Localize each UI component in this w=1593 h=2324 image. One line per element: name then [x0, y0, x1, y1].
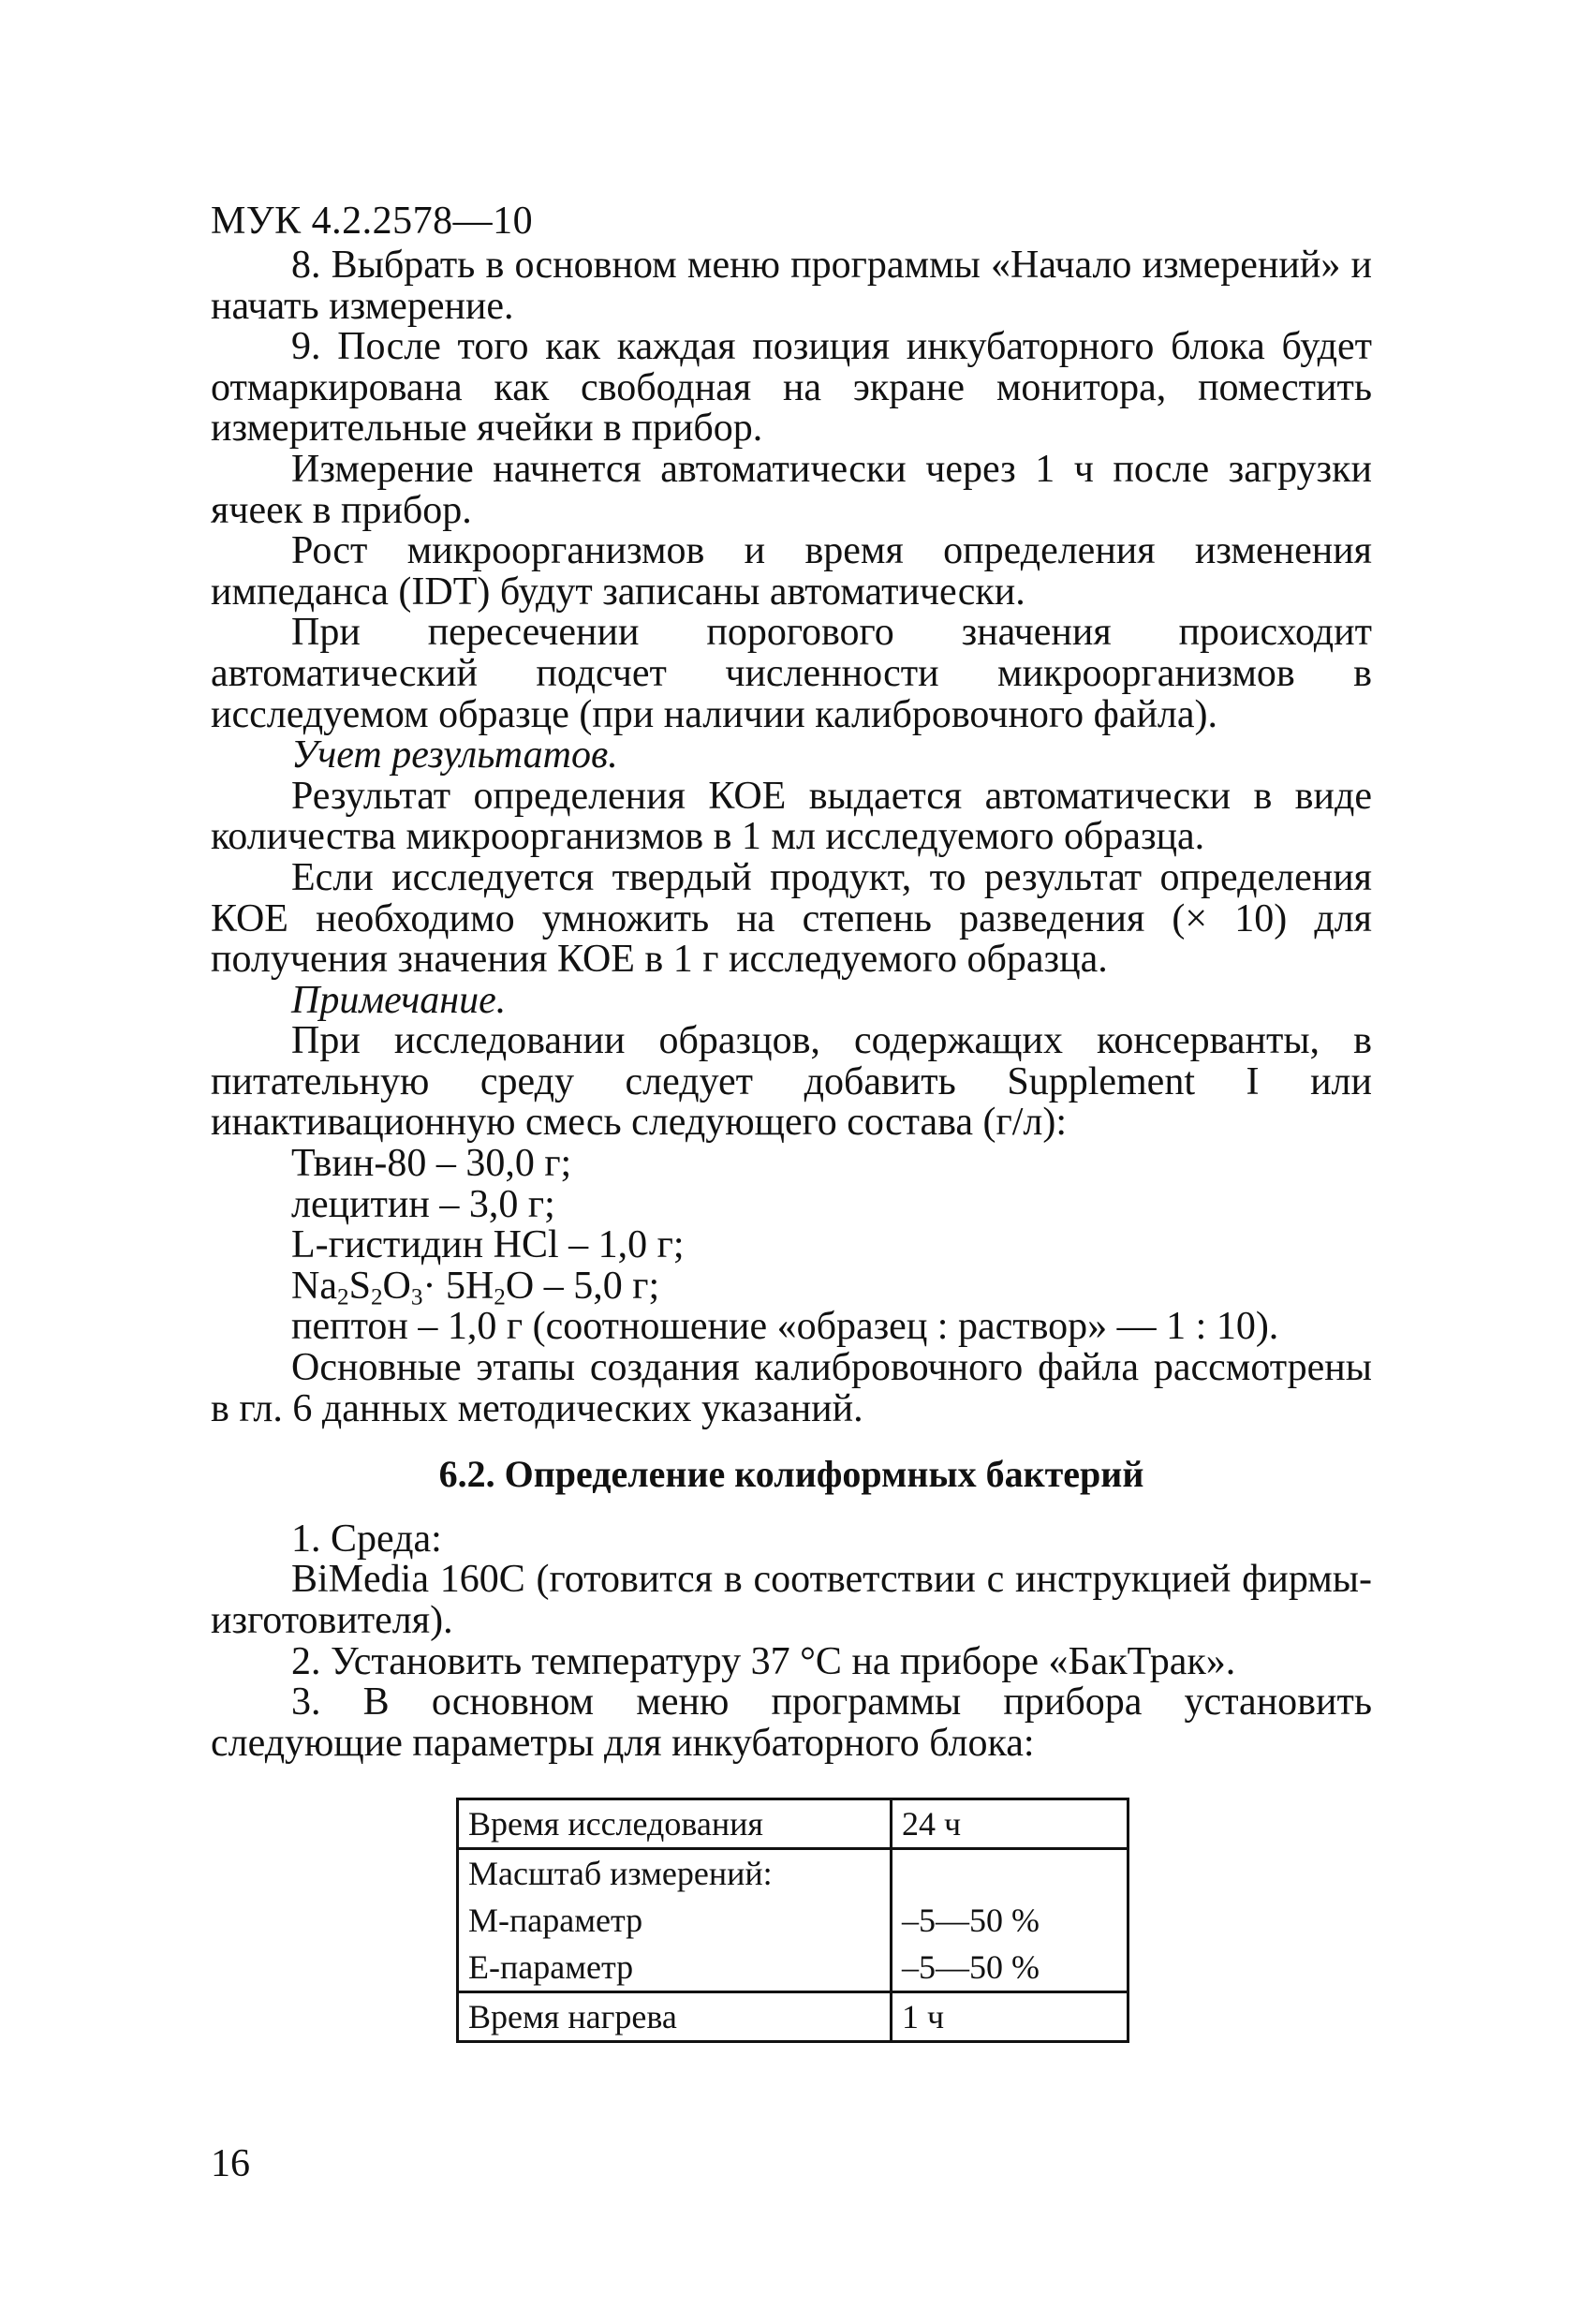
- item-2-temperature: 2. Установить температуру 37 °C на приборе «БакТрак».: [291, 1639, 1236, 1683]
- note-heading: Примечание.: [291, 978, 507, 1022]
- paragraph-growth-idt: Рост микроорганизмов и время определения изменения импеданса (IDT) будут записаны автоматически.: [211, 529, 1372, 614]
- page-number: 16: [211, 2142, 250, 2185]
- formula-tween: Твин-80 – 30,0 г;: [291, 1142, 572, 1186]
- table-cell-label: Время исследования: [458, 1799, 892, 1849]
- formula-lecithin: лецитин – 3,0 г;: [291, 1182, 555, 1226]
- paragraph-bimedia: BiMedia 160C (готовится в соответствии с инструкцией фирмы-изготовителя).: [211, 1558, 1372, 1642]
- m-parameter-value: –5—50 %: [902, 1902, 1040, 1940]
- table-cell-value: 1 ч: [892, 1992, 1128, 2042]
- note-paragraph: При исследовании образцов, содержащих консерванты, в питательную среду следует добавить Supplement I или инактивационную смесь следующего состава (г/л):: [211, 1019, 1372, 1145]
- table-row: [458, 1992, 1128, 2042]
- results-heading: Учет результатов.: [291, 733, 618, 777]
- paragraph-threshold: При пересечении порогового значения происходит автоматический подсчет численности микроорганизмов в исследуемом образце (при наличии калибровочного файла).: [211, 611, 1372, 736]
- formula-histidine: L-гистидин HCl – 1,0 г;: [291, 1223, 685, 1267]
- item-3-parameters: 3. В основном меню программы прибора установить следующие параметры для инкубаторного блока:: [211, 1680, 1372, 1765]
- table-cell-value: 24 ч: [892, 1799, 1128, 1849]
- parameters-table-wrap: [211, 1798, 1372, 2043]
- e-parameter-value: –5—50 %: [902, 1948, 1040, 1987]
- results-paragraph-2: Если исследуется твердый продукт, то результат определения КОЕ необходимо умножить на степень разведения (× 10) для получения значения КОЕ в 1 г исследуемого образца.: [211, 855, 1372, 982]
- scale-label: Масштаб измерений:: [468, 1855, 773, 1893]
- table-cell-label: Время нагрева: [458, 1992, 892, 2042]
- e-parameter-label: Е-параметр: [468, 1948, 634, 1987]
- document-body: [211, 245, 1372, 2043]
- section-heading-coliform: 6.2. Определение колиформных бактерий: [438, 1453, 1144, 1496]
- paragraph-step-9: 9. После того как каждая позиция инкубаторного блока будет отмаркирована как свободная на экране монитора, поместить измерительные ячейки в прибор.: [211, 325, 1372, 451]
- m-parameter-label: М-параметр: [468, 1902, 643, 1940]
- table-cell-label: [458, 1849, 892, 1992]
- parameters-table: [456, 1798, 1129, 2043]
- table-row: [458, 1799, 1128, 1849]
- formula-thiosulfate: $Na_2S_2O_3\cdot 5H_2O - 5,0$ г;: [291, 1264, 660, 1310]
- item-1-medium: 1. Среда:: [291, 1517, 442, 1561]
- table-cell-value: [892, 1849, 1128, 1992]
- formula-peptone: пептон – 1,0 г (соотношение «образец : раствор» — 1 : 10).: [291, 1305, 1279, 1349]
- table-row: [458, 1849, 1128, 1992]
- paragraph-step-8: 8. Выбрать в основном меню программы «Начало измерений» и начать измерение.: [211, 244, 1372, 328]
- paragraph-calibration: Основные этапы создания калибровочного файла рассмотрены в гл. 6 данных методических указаний.: [211, 1346, 1372, 1430]
- results-paragraph-1: Результат определения КОЕ выдается автоматически в виде количества микроорганизмов в 1 мл исследуемого образца.: [211, 774, 1372, 859]
- paragraph-measurement-start: Измерение начнется автоматически через 1 ч после загрузки ячеек в прибор.: [211, 447, 1372, 532]
- document-code-header: МУК 4.2.2578—10: [211, 200, 534, 243]
